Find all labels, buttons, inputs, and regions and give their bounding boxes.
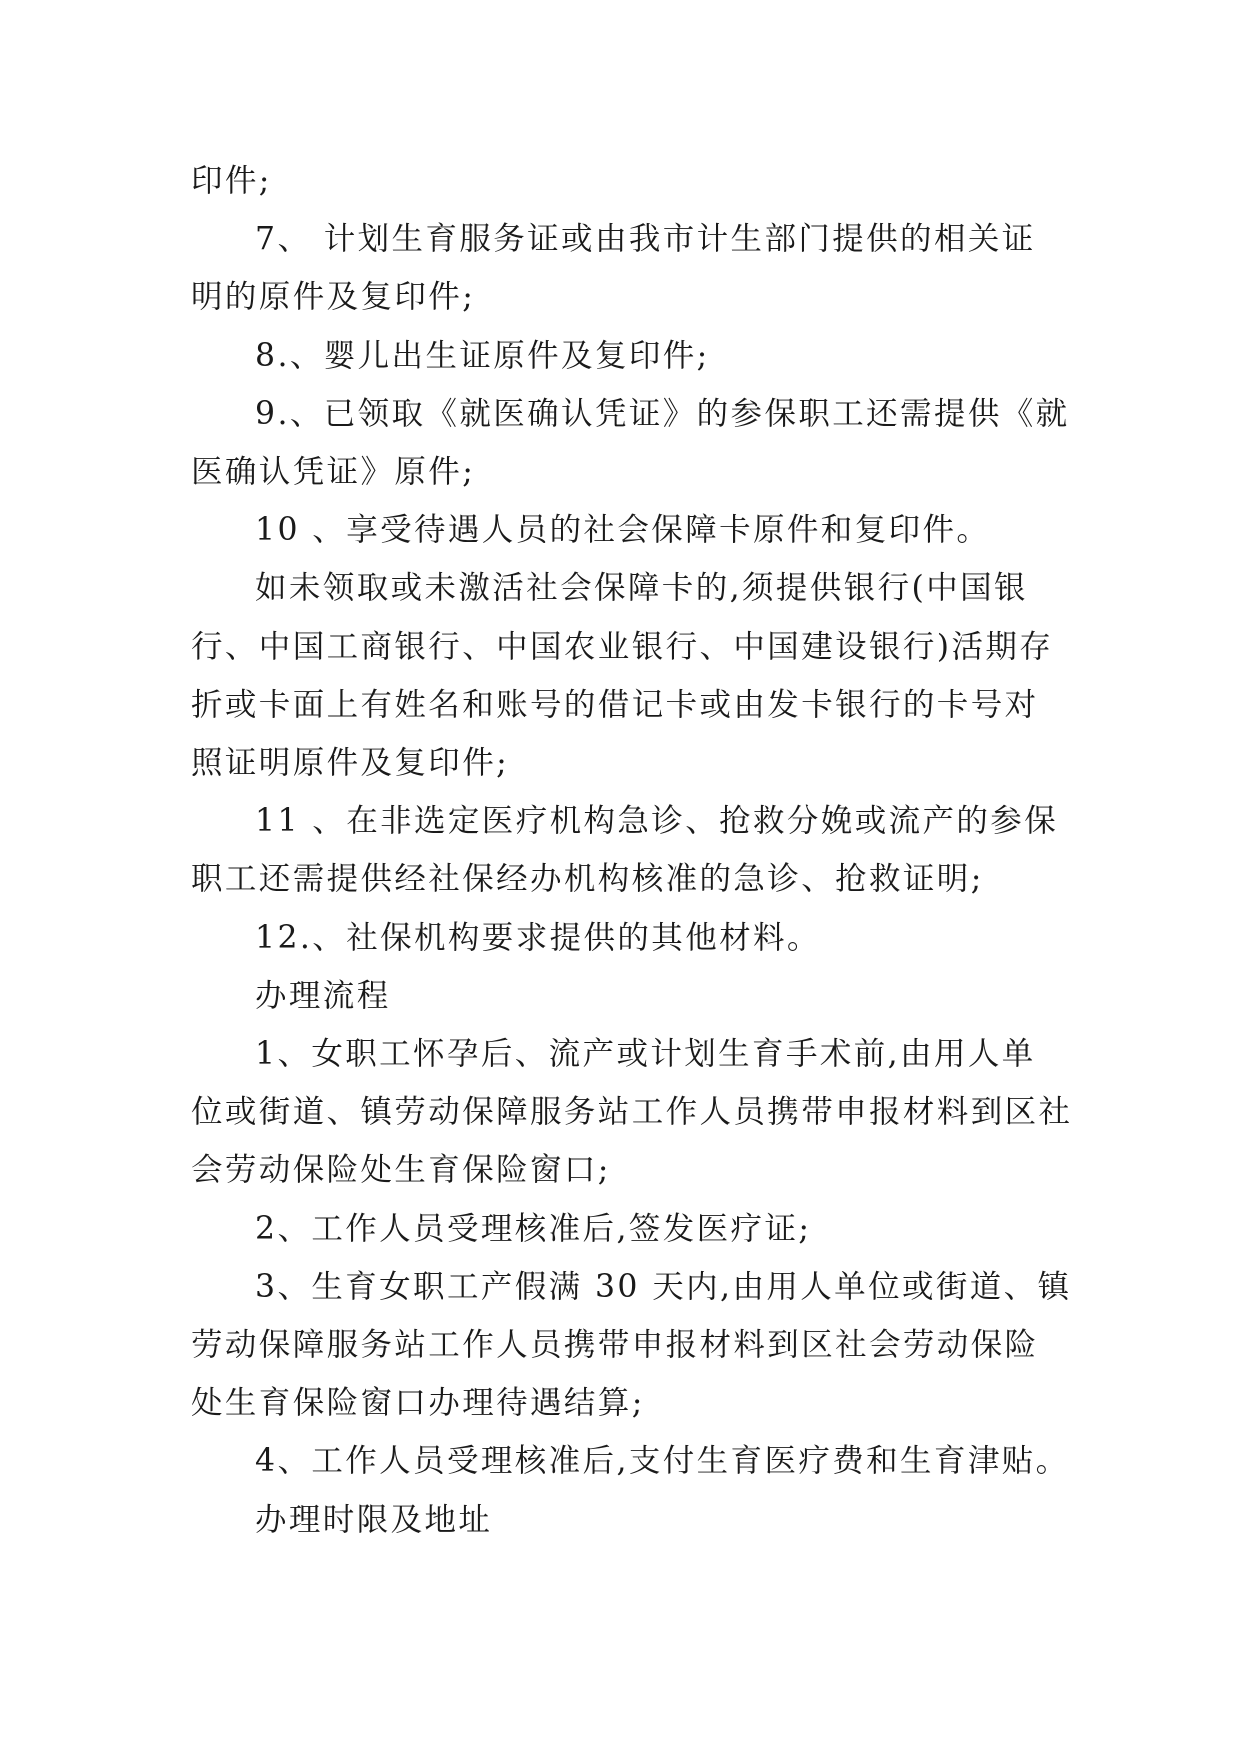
text-line: 3、生育女职工产假满 30 天内,由用人单位或街道、镇 xyxy=(255,1268,1072,1305)
text-line: 明的原件及复印件; xyxy=(191,279,476,316)
text-line: 位或街道、镇劳动保障服务站工作人员携带申报材料到区社 xyxy=(191,1094,1073,1131)
text-line: 8.、婴儿出生证原件及复印件; xyxy=(255,337,710,374)
text-line: 1、女职工怀孕后、流产或计划生育手术前,由用人单 xyxy=(255,1036,1036,1073)
text-line: 医确认凭证》原件; xyxy=(191,454,476,491)
text-line: 2、工作人员受理核准后,签发医疗证; xyxy=(255,1210,812,1247)
text-line: 9.、已领取《就医确认凭证》的参保职工还需提供《就 xyxy=(255,395,1070,432)
text-line: 职工还需提供经社保经办机构核准的急诊、抢救证明; xyxy=(191,861,984,898)
text-line: 会劳动保险处生育保险窗口; xyxy=(191,1152,611,1189)
text-line: 4、工作人员受理核准后,支付生育医疗费和生育津贴。 xyxy=(255,1443,1070,1480)
text-line: 如未领取或未激活社会保障卡的,须提供银行(中国银 xyxy=(255,570,1028,607)
text-line: 劳动保障服务站工作人员携带申报材料到区社会劳动保险 xyxy=(191,1327,1039,1364)
text-line: 处生育保险窗口办理待遇结算; xyxy=(191,1385,645,1422)
text-line: 折或卡面上有姓名和账号的借记卡或由发卡银行的卡号对 xyxy=(191,686,1039,723)
text-line: 12.、社保机构要求提供的其他材料。 xyxy=(255,919,821,956)
text-line: 10 、享受待遇人员的社会保障卡原件和复印件。 xyxy=(255,512,991,549)
section-heading: 办理流程 xyxy=(255,977,391,1014)
text-line: 行、中国工商银行、中国农业银行、中国建设银行)活期存 xyxy=(191,628,1054,665)
text-line: 7、 计划生育服务证或由我市计生部门提供的相关证 xyxy=(255,221,1036,258)
text-line: 11 、在非选定医疗机构急诊、抢救分娩或流产的参保 xyxy=(255,803,1059,840)
section-heading: 办理时限及地址 xyxy=(255,1501,493,1538)
text-line: 印件; xyxy=(191,163,272,199)
text-line: 照证明原件及复印件; xyxy=(191,745,510,782)
document-body xyxy=(191,152,1073,1549)
